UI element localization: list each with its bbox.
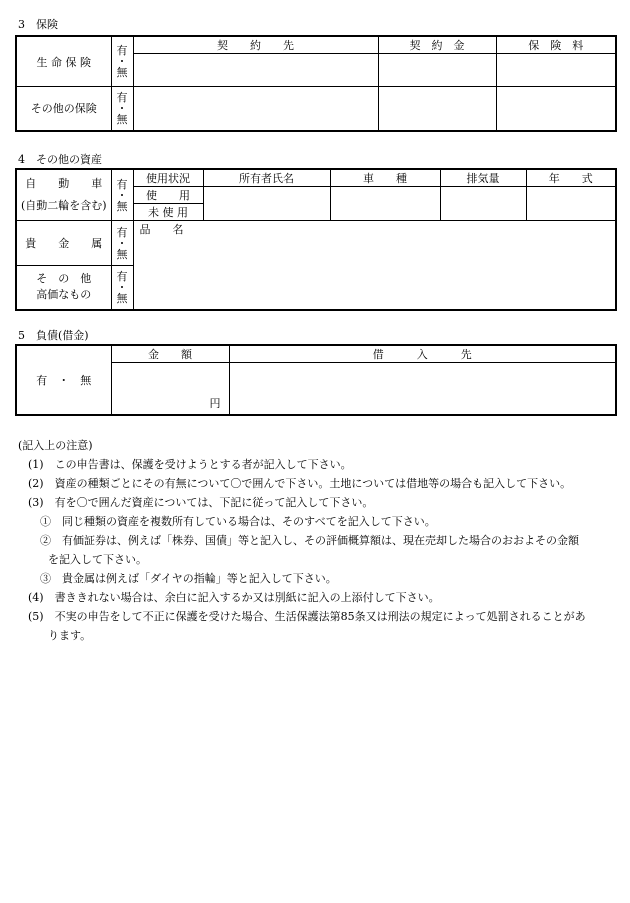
usage-used-option[interactable]: 使 用 [133,187,203,204]
note-2: (2) 資産の種類ごとにその有無について〇で囲んで下さい。土地については借地等の場合も記入して下さい。 [28,477,572,490]
debt-table [15,344,617,416]
insurance-table [15,35,617,132]
item-name-cell[interactable] [133,221,616,310]
section-4-heading: 4 その他の資産 [18,153,102,166]
note-3-2-continued: を記入して下さい。 [48,553,147,566]
note-3-1: ① 同じ種類の資産を複数所有している場合は、そのすべてを記入して下さい。 [40,515,436,528]
other-contractor-cell[interactable] [133,87,378,131]
other-insurance-label: その他の保険 [16,87,111,131]
other-insurance-yes-no[interactable]: 有 ・ 無 [111,87,133,131]
note-3-2: ② 有価証券は、例えば「株券、国債」等と記入し、その評価概算額は、現在売却した場合のおおよその金額 [40,534,579,547]
car-label: 自 動 車 (自動二輪を含む) [16,169,111,221]
life-amount-cell[interactable] [378,54,496,87]
other-valuables-label: そ の 他 高価なもの [16,266,111,310]
usage-unused-option[interactable]: 未 使 用 [133,204,203,221]
life-premium-cell[interactable] [496,54,616,87]
yen-unit: 円 [209,396,221,410]
item-name-label: 品 名 [139,223,184,236]
other-valuables-yes-no[interactable]: 有 ・ 無 [111,266,133,310]
note-1: (1) この申告書は、保護を受けようとする者が記入して下さい。 [28,458,352,471]
col-debt-amount: 金 額 [111,345,229,363]
debt-yes-no[interactable]: 有 ・ 無 [16,345,111,415]
note-3-3: ③ 貴金属は例えば「ダイヤの指輪」等と記入して下さい。 [40,572,337,585]
precious-metal-yes-no[interactable]: 有 ・ 無 [111,221,133,266]
other-assets-table [15,168,617,311]
model-year-cell[interactable] [526,187,616,221]
note-3: (3) 有を〇で囲んだ資産については、下記に従って記入して下さい。 [28,496,374,509]
other-premium-cell[interactable] [496,87,616,131]
col-usage-status: 使用状況 [133,169,203,187]
life-contractor-cell[interactable] [133,54,378,87]
section-5-heading: 5 負債(借金) [18,329,89,342]
displacement-cell[interactable] [440,187,526,221]
life-insurance-yes-no[interactable]: 有 ・ 無 [111,36,133,87]
section-3-heading: 3 保険 [18,18,58,31]
col-lender: 借 入 先 [229,345,616,363]
car-yes-no[interactable]: 有 ・ 無 [111,169,133,221]
precious-metal-label: 貴 金 属 [16,221,111,266]
col-contract-amount: 契 約 金 [378,36,496,54]
col-owner-name: 所有者氏名 [203,169,330,187]
notes-title: (記入上の注意) [18,439,93,452]
col-car-model: 車 種 [330,169,440,187]
note-5-continued: ります。 [48,629,92,642]
col-contractor: 契 約 先 [133,36,378,54]
note-4: (4) 書ききれない場合は、余白に記入するか又は別紙に記入の上添付して下さい。 [28,591,440,604]
other-amount-cell[interactable] [378,87,496,131]
life-insurance-label: 生 命 保 険 [16,36,111,87]
filling-notes [18,436,618,645]
owner-name-cell[interactable] [203,187,330,221]
debt-amount-cell[interactable] [111,363,229,415]
car-model-cell[interactable] [330,187,440,221]
note-5: (5) 不実の申告をして不正に保護を受けた場合、生活保護法第85条又は刑法の規定によって処罰されることがあ [28,610,586,623]
col-premium: 保 険 料 [496,36,616,54]
col-displacement: 排気量 [440,169,526,187]
lender-cell[interactable] [229,363,616,415]
col-model-year: 年 式 [526,169,616,187]
